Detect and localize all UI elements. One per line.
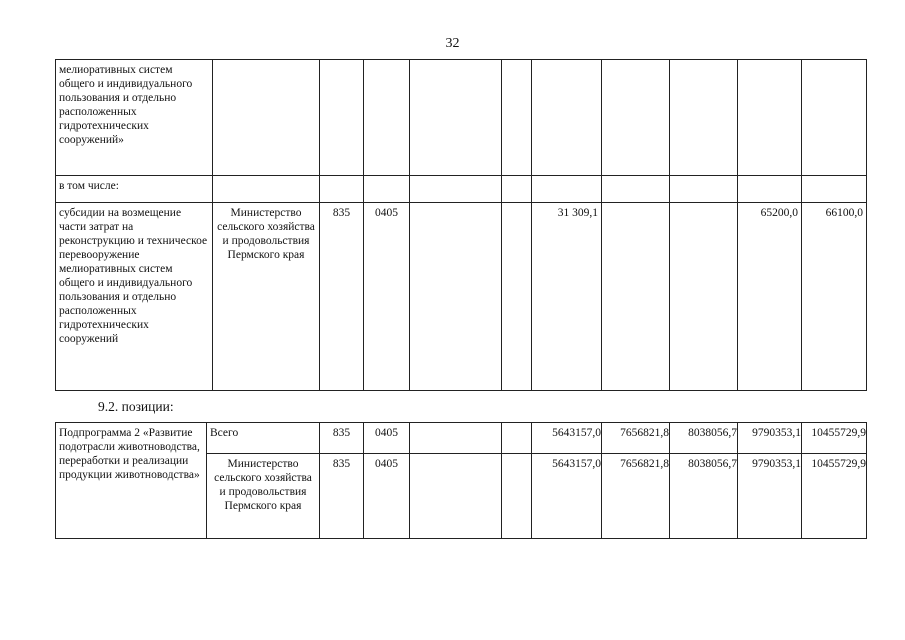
year1-cell bbox=[532, 60, 602, 176]
csr-cell bbox=[410, 176, 502, 203]
row-name-cell: мелиоративных систем общего и индивидуального пользования и отдельно расположенных гидротехнических сооружений» bbox=[56, 60, 213, 176]
grbs-cell: 835 bbox=[320, 203, 364, 391]
grbs-cell: 835 bbox=[320, 454, 364, 539]
year2-cell: 7656821,8 bbox=[602, 454, 670, 539]
year5-cell: 10455729,9 bbox=[802, 423, 867, 454]
year1-cell: 31 309,1 bbox=[532, 203, 602, 391]
vr-cell bbox=[502, 60, 532, 176]
row-name-cell: в том числе: bbox=[56, 176, 213, 203]
rzpr-cell: 0405 bbox=[364, 423, 410, 454]
year4-cell bbox=[738, 60, 802, 176]
budget-table-subprogram bbox=[55, 422, 867, 539]
year2-cell bbox=[602, 60, 670, 176]
table-row bbox=[56, 423, 867, 454]
year1-cell bbox=[532, 176, 602, 203]
rzpr-cell: 0405 bbox=[364, 203, 410, 391]
year3-cell: 8038056,7 bbox=[670, 454, 738, 539]
page-number: 32 bbox=[445, 36, 460, 51]
year5-cell bbox=[802, 176, 867, 203]
year2-cell: 7656821,8 bbox=[602, 423, 670, 454]
grbs-cell: 835 bbox=[320, 423, 364, 454]
year4-cell bbox=[738, 176, 802, 203]
year4-cell: 65200,0 bbox=[738, 203, 802, 391]
grbs-cell bbox=[320, 60, 364, 176]
rzpr-cell bbox=[364, 176, 410, 203]
table-row bbox=[56, 203, 867, 391]
executor-cell: Всего bbox=[207, 423, 320, 454]
year5-cell: 66100,0 bbox=[802, 203, 867, 391]
csr-cell bbox=[410, 454, 502, 539]
row-name-cell: субсидии на возмещение части затрат на реконструкцию и техническое перевооружение мелиоративных систем общего и индивидуального пользования и отдельно расположенных гидротехнических сооружений bbox=[56, 203, 213, 391]
budget-table-continued bbox=[55, 59, 867, 391]
vr-cell bbox=[502, 423, 532, 454]
year4-cell: 9790353,1 bbox=[738, 423, 802, 454]
table-row bbox=[56, 60, 867, 176]
program-name-cell: Подпрограмма 2 «Развитие подотрасли животноводства, переработки и реализации продукции животноводства» bbox=[56, 423, 207, 539]
year2-cell bbox=[602, 176, 670, 203]
table-row bbox=[56, 176, 867, 203]
csr-cell bbox=[410, 423, 502, 454]
csr-cell bbox=[410, 60, 502, 176]
vr-cell bbox=[502, 203, 532, 391]
rzpr-cell bbox=[364, 60, 410, 176]
executor-cell bbox=[213, 176, 320, 203]
year3-cell: 8038056,7 bbox=[670, 423, 738, 454]
year3-cell bbox=[670, 60, 738, 176]
year1-cell: 5643157,0 bbox=[532, 454, 602, 539]
executor-cell bbox=[213, 60, 320, 176]
year5-cell bbox=[802, 60, 867, 176]
executor-cell: Министерство сельского хозяйства и продовольствия Пермского края bbox=[213, 203, 320, 391]
section-heading: 9.2. позиции: bbox=[98, 399, 174, 414]
vr-cell bbox=[502, 454, 532, 539]
year5-cell: 10455729,9 bbox=[802, 454, 867, 539]
csr-cell bbox=[410, 203, 502, 391]
rzpr-cell: 0405 bbox=[364, 454, 410, 539]
year4-cell: 9790353,1 bbox=[738, 454, 802, 539]
year1-cell: 5643157,0 bbox=[532, 423, 602, 454]
vr-cell bbox=[502, 176, 532, 203]
year3-cell bbox=[670, 203, 738, 391]
year2-cell bbox=[602, 203, 670, 391]
executor-cell: Министерство сельского хозяйства и продовольствия Пермского края bbox=[207, 454, 320, 539]
grbs-cell bbox=[320, 176, 364, 203]
year3-cell bbox=[670, 176, 738, 203]
